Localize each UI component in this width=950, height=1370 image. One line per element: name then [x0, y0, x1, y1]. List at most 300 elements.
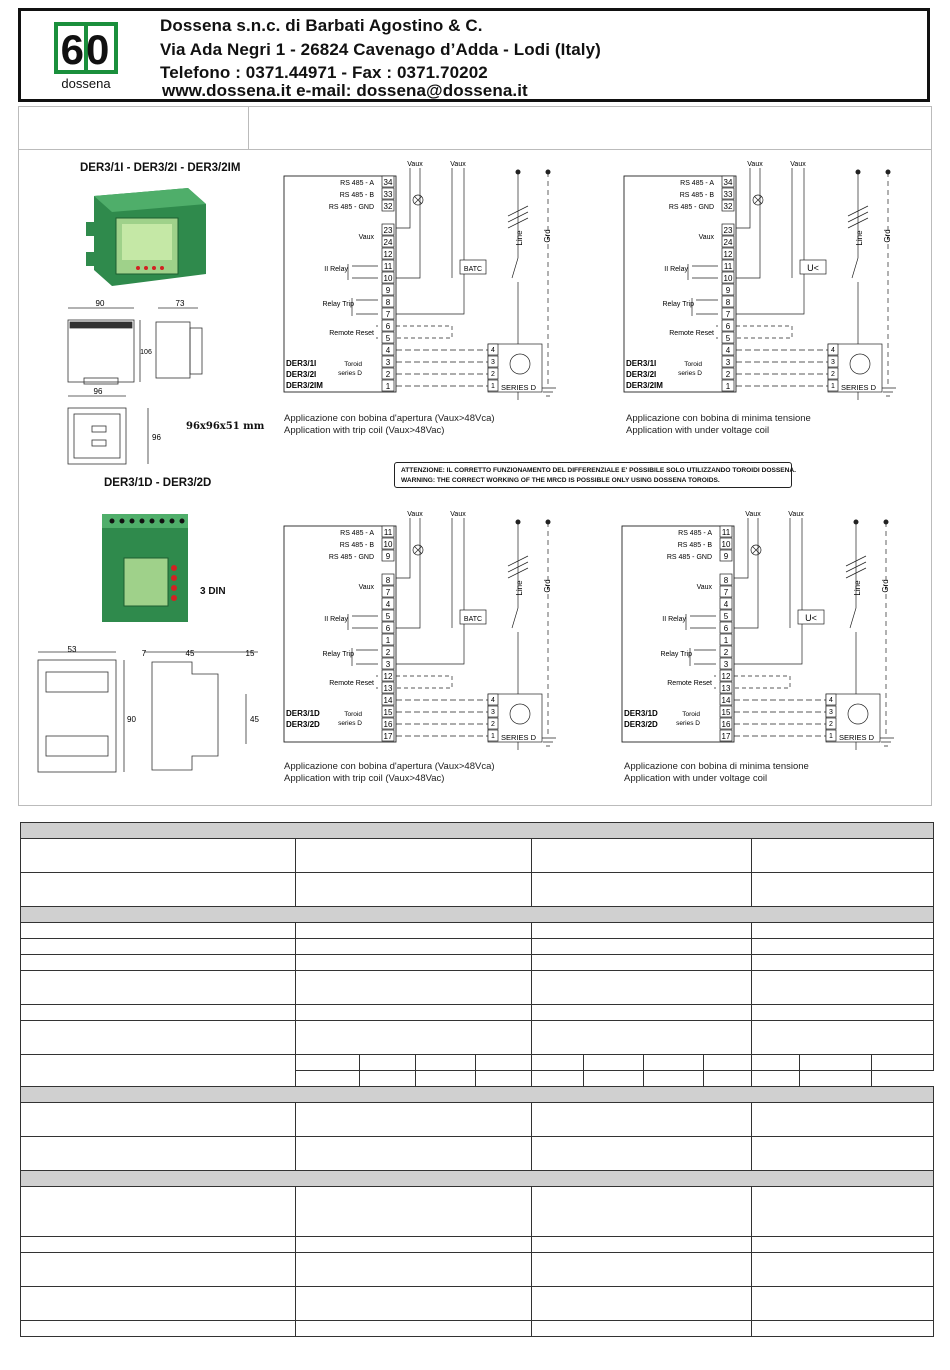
model-label: DER3/1D — [286, 709, 320, 718]
toroid-series-label: series D — [338, 720, 362, 727]
spec-cell — [704, 1055, 752, 1071]
terminal-number: 11 — [383, 262, 393, 271]
terminal-number: 1 — [385, 382, 391, 391]
reset-contact — [376, 326, 378, 338]
dim-a-side: 106 — [140, 349, 152, 356]
dim-b-width: 53 — [67, 645, 77, 654]
wiring-diagram-1 — [282, 158, 582, 408]
vaux-label-1: Vaux — [407, 511, 423, 518]
logo-text: dossena — [61, 76, 111, 91]
series-d-label: SERIES D — [501, 733, 537, 742]
spec-cell — [752, 1137, 934, 1171]
toroid-pin: 2 — [829, 721, 833, 728]
spec-row — [21, 939, 934, 955]
dim-b-depth-top: 45 — [185, 649, 195, 658]
relay-trip-label: Relay Trip — [660, 651, 692, 658]
dim-a-top-left: 90 — [95, 300, 105, 308]
spec-row — [21, 1055, 934, 1071]
model-label: DER3/2IM — [626, 381, 663, 390]
terminal-number: 4 — [725, 346, 731, 355]
relay-ii-label: II Relay — [662, 616, 686, 623]
terminal-number: 2 — [725, 370, 731, 379]
spec-cell — [532, 1187, 752, 1237]
toroid-pin: 1 — [829, 733, 833, 740]
terminal-number: 2 — [723, 648, 729, 657]
terminal-number: 7 — [385, 310, 391, 319]
toroid-pin: 4 — [491, 697, 495, 704]
spec-section-cell — [21, 1087, 934, 1103]
toroid-pin: 3 — [491, 359, 495, 366]
reset-wires — [396, 676, 452, 688]
spec-cell — [752, 1187, 934, 1237]
spec-cell — [21, 1137, 296, 1171]
series-d-label: SERIES D — [501, 383, 537, 392]
spec-row — [21, 1237, 934, 1253]
line-terminal-dot — [856, 170, 861, 175]
wiring-diagram-4 — [620, 508, 920, 758]
vaux-wires — [736, 168, 804, 314]
terminal-number: 33 — [383, 190, 393, 199]
warning-en: WARNING: THE CORRECT WORKING OF THE MRCD IS POSSIBLE ONLY USING DOSSENA TOROIDS. — [401, 476, 720, 484]
line-terminal-dot — [516, 520, 521, 525]
spec-cell — [532, 1237, 752, 1253]
model-label: DER3/1I — [286, 359, 317, 368]
spec-cell — [296, 1287, 532, 1321]
spec-cell — [752, 1321, 934, 1337]
terminal-number: 11 — [723, 262, 733, 271]
lamp-cross — [753, 547, 760, 554]
spec-cell — [752, 1237, 934, 1253]
terminal-number: 8 — [385, 576, 391, 585]
spec-cell — [752, 1253, 934, 1287]
terminal-number: 17 — [383, 732, 393, 741]
vaux-wires — [396, 168, 464, 314]
terminal-number: 17 — [721, 732, 731, 741]
model-label: DER3/2D — [286, 720, 320, 729]
lamp-cross — [415, 547, 422, 554]
panel-device-photo — [86, 182, 212, 294]
ground-symbol — [540, 388, 556, 396]
rs485-gnd-label: RS 485 - GND — [666, 554, 712, 561]
title-bar — [18, 106, 932, 150]
terminal-number: 32 — [723, 202, 733, 211]
relay-trip-label: Relay Trip — [322, 651, 354, 658]
line-terminal-dot — [854, 520, 859, 525]
relay-ii-contact — [348, 614, 378, 630]
toroid-pin: 1 — [491, 383, 495, 390]
terminal-number: 34 — [723, 178, 733, 187]
caption-3-en: Application with trip coil (Vaux>48Vac) — [284, 773, 445, 784]
spec-section-row — [21, 1171, 934, 1187]
lamp-cross — [755, 197, 762, 204]
toroid-pin: 4 — [491, 347, 495, 354]
spec-cell — [752, 1287, 934, 1321]
model-label: DER3/2D — [624, 720, 658, 729]
spec-cell — [296, 1021, 532, 1055]
relay-trip-label: Relay Trip — [322, 301, 354, 308]
spec-row — [21, 873, 934, 907]
terminal-number: 33 — [723, 190, 733, 199]
spec-cell — [296, 839, 532, 873]
spec-cell — [532, 971, 752, 1005]
vaux-label-2: Vaux — [788, 511, 804, 518]
din-label: 3 DIN — [200, 586, 226, 597]
terminal-number: 34 — [383, 178, 393, 187]
spec-cell — [296, 873, 532, 907]
relay-ii-contact — [348, 264, 378, 280]
spec-cell — [296, 955, 532, 971]
toroid-pin: 2 — [831, 371, 835, 378]
terminal-number: 24 — [723, 238, 733, 247]
ground-symbol — [540, 738, 556, 746]
company-phone: Telefono : 0371.44971 - Fax : 0371.70202 — [160, 63, 488, 82]
terminal-number: 24 — [383, 238, 393, 247]
wiring-lines — [736, 168, 896, 400]
terminal-number: 6 — [385, 322, 391, 331]
line-label: Line — [853, 580, 862, 596]
rs485-b-label: RS 485 - B — [679, 192, 714, 199]
reset-wires — [734, 676, 790, 688]
spec-row — [21, 1321, 934, 1337]
spec-cell — [532, 1321, 752, 1337]
terminal-number: 7 — [723, 588, 729, 597]
toroid-series-label: series D — [676, 720, 700, 727]
spec-cell — [532, 955, 752, 971]
terminal-number: 4 — [385, 600, 391, 609]
relay-ii-label: II Relay — [664, 266, 688, 273]
terminal-number: 5 — [723, 612, 729, 621]
spec-section-row — [21, 1087, 934, 1103]
spec-section-cell — [21, 823, 934, 839]
spec-cell — [532, 1103, 752, 1137]
spec-cell — [752, 1103, 934, 1137]
caption-2-en: Application with under voltage coil — [626, 425, 770, 436]
relay-ii-contact — [686, 614, 716, 630]
terminal-number: 14 — [383, 696, 393, 705]
relay-trip-contact — [692, 298, 718, 316]
relay-ii-label: II Relay — [324, 616, 348, 623]
rs485-a-label: RS 485 - A — [678, 530, 712, 537]
uv-coil-label: U< — [807, 263, 819, 273]
spec-cell — [532, 873, 752, 907]
rs485-a-label: RS 485 - A — [340, 530, 374, 537]
spec-cell — [360, 1071, 416, 1087]
terminal-number: 9 — [385, 552, 391, 561]
vaux-row-label: Vaux — [358, 584, 374, 591]
terminal-number: 13 — [721, 684, 731, 693]
lamp-cross — [415, 197, 422, 204]
spec-row — [21, 1021, 934, 1055]
spec-row — [21, 1187, 934, 1237]
spec-section-cell — [21, 1171, 934, 1187]
terminal-number: 8 — [725, 298, 731, 307]
vaux-label-2: Vaux — [790, 161, 806, 168]
terminal-number: 14 — [721, 696, 731, 705]
relay-trip-label: Relay Trip — [662, 301, 694, 308]
caption-4-en: Application with under voltage coil — [624, 773, 768, 784]
spec-cell — [21, 1287, 296, 1321]
spec-cell — [752, 955, 934, 971]
rs485-gnd-label: RS 485 - GND — [328, 554, 374, 561]
relay-ii-label: II Relay — [324, 266, 348, 273]
toroid-label: Toroid — [344, 361, 362, 368]
spec-cell — [532, 1137, 752, 1171]
toroid-wires — [736, 350, 828, 386]
terminal-number: 2 — [385, 370, 391, 379]
model-label: DER3/2I — [286, 370, 317, 379]
toroid-warning — [394, 462, 797, 488]
rs485-b-label: RS 485 - B — [339, 542, 374, 549]
terminal-number: 3 — [725, 358, 731, 367]
spec-cell — [532, 1253, 752, 1287]
terminal-number: 9 — [725, 286, 731, 295]
terminal-number: 3 — [385, 358, 391, 367]
spec-cell — [296, 1103, 532, 1137]
terminal-number: 9 — [723, 552, 729, 561]
terminal-number: 6 — [385, 624, 391, 633]
terminal-number: 1 — [725, 382, 731, 391]
toroid-label: Toroid — [344, 711, 362, 718]
rs485-a-label: RS 485 - A — [680, 180, 714, 187]
spec-cell — [296, 1005, 532, 1021]
spec-cell — [296, 1055, 360, 1071]
vaux-label-1: Vaux — [745, 511, 761, 518]
toroid-pin: 2 — [491, 371, 495, 378]
terminal-number: 8 — [385, 298, 391, 307]
dim-a-width: 96 — [93, 387, 103, 396]
spec-cell — [21, 923, 296, 939]
toroid-label: Toroid — [684, 361, 702, 368]
terminal-number: 13 — [383, 684, 393, 693]
spec-cell — [21, 1237, 296, 1253]
vaux-label-1: Vaux — [407, 161, 423, 168]
terminal-number: 15 — [721, 708, 731, 717]
spec-cell — [532, 1005, 752, 1021]
toroid-pin: 4 — [829, 697, 833, 704]
wiring-lines — [396, 518, 556, 750]
spec-cell — [21, 955, 296, 971]
toroid-wires — [396, 700, 488, 736]
toroid-wires — [396, 350, 488, 386]
dim-a-top-right: 73 — [175, 300, 185, 308]
ground-terminal-dot — [886, 170, 891, 175]
reset-wires — [736, 326, 792, 338]
remote-reset-label: Remote Reset — [669, 330, 714, 337]
spec-cell — [21, 971, 296, 1005]
caption-2-it: Applicazione con bobina di minima tensione — [626, 413, 811, 424]
dim-b-depth: 45 — [250, 715, 259, 724]
vaux-row-label: Vaux — [358, 234, 374, 241]
spec-row — [21, 839, 934, 873]
terminal-number: 12 — [383, 250, 393, 259]
rs485-b-label: RS 485 - B — [339, 192, 374, 199]
spec-cell — [752, 939, 934, 955]
toroid-pin: 3 — [491, 709, 495, 716]
spec-cell — [416, 1071, 476, 1087]
spec-cell — [21, 1055, 296, 1087]
line-label: Line — [515, 580, 524, 596]
terminal-number: 11 — [383, 528, 393, 537]
vaux-wires — [396, 518, 464, 664]
company-name: Dossena s.n.c. di Barbati Agostino & C. — [160, 16, 483, 35]
terminal-number: 12 — [721, 672, 731, 681]
terminal-number: 1 — [385, 636, 391, 645]
panel-size-label: 96x96x51 mm — [186, 421, 265, 432]
relay-trip-contact — [690, 648, 716, 666]
terminal-number: 3 — [723, 660, 729, 669]
spec-cell — [644, 1055, 704, 1071]
grd-label: Grd — [543, 229, 552, 243]
toroid-pin: 1 — [831, 383, 835, 390]
ground-terminal-dot — [546, 520, 551, 525]
grd-label: Grd — [881, 579, 890, 593]
terminal-number: 11 — [721, 528, 731, 537]
terminal-number: 10 — [383, 274, 393, 283]
uv-coil-label: U< — [805, 613, 817, 623]
spec-row — [21, 1103, 934, 1137]
toroid-pin: 1 — [491, 733, 495, 740]
terminal-number: 5 — [385, 612, 391, 621]
spec-section-row — [21, 907, 934, 923]
spec-cell — [532, 1287, 752, 1321]
spec-row — [21, 1005, 934, 1021]
panel-dimension-drawings — [60, 300, 220, 470]
rs485-a-label: RS 485 - A — [340, 180, 374, 187]
reset-contact — [376, 676, 378, 688]
toroid-series-label: series D — [338, 370, 362, 377]
spec-cell — [416, 1055, 476, 1071]
spec-cell — [296, 939, 532, 955]
vaux-row-label: Vaux — [698, 234, 714, 241]
batc-coil-label: BATC — [463, 266, 483, 273]
model-label: DER3/1I — [626, 359, 657, 368]
spec-cell — [752, 1021, 934, 1055]
toroid-label: Toroid — [682, 711, 700, 718]
dim-b-height: 90 — [127, 715, 136, 724]
spec-section-cell — [21, 907, 934, 923]
vaux-row-label: Vaux — [696, 584, 712, 591]
rs485-gnd-label: RS 485 - GND — [328, 204, 374, 211]
terminal-number: 5 — [725, 334, 731, 343]
spec-cell — [296, 1137, 532, 1171]
vaux-wires — [734, 518, 802, 664]
spec-cell — [752, 971, 934, 1005]
company-address: Via Ada Negri 1 - 26824 Cavenago d’Adda - Lodi (Italy) — [160, 40, 601, 59]
relay-trip-contact — [352, 648, 378, 666]
spec-cell — [21, 839, 296, 873]
din-device-photo — [98, 514, 194, 632]
wiring-diagram-3 — [282, 508, 582, 758]
spec-row — [21, 1287, 934, 1321]
wiring-lines — [396, 168, 556, 400]
terminal-number: 10 — [383, 540, 393, 549]
spec-row — [21, 923, 934, 939]
spec-cell — [296, 971, 532, 1005]
spec-cell — [584, 1055, 644, 1071]
spec-cell — [752, 839, 934, 873]
spec-cell — [21, 1005, 296, 1021]
terminal-number: 4 — [385, 346, 391, 355]
spec-cell — [752, 1005, 934, 1021]
spec-cell — [296, 1187, 532, 1237]
spec-cell — [21, 873, 296, 907]
model-label: DER3/2I — [626, 370, 657, 379]
caption-4-it: Applicazione con bobina di minima tensione — [624, 761, 809, 772]
warning-it: ATTENZIONE: IL CORRETTO FUNZIONAMENTO DEL DIFFERENZIALE E' POSSIBILE SOLO UTILIZZANDO TOROIDI DOSSENA. — [401, 467, 797, 474]
spec-cell — [532, 923, 752, 939]
spec-cell — [296, 1071, 360, 1087]
spec-cell — [800, 1071, 872, 1087]
remote-reset-label: Remote Reset — [329, 330, 374, 337]
spec-cell — [532, 1071, 584, 1087]
relay-trip-contact — [352, 298, 378, 316]
caption-3-it: Applicazione con bobina d'apertura (Vaux>48Vca) — [284, 761, 495, 772]
terminal-number: 6 — [723, 624, 729, 633]
terminal-number: 7 — [725, 310, 731, 319]
caption-1-en: Application with trip coil (Vaux>48Vac) — [284, 425, 445, 436]
ground-symbol — [878, 738, 894, 746]
spec-cell — [21, 1321, 296, 1337]
spec-cell — [21, 939, 296, 955]
spec-cell — [296, 1321, 532, 1337]
terminal-number: 3 — [385, 660, 391, 669]
terminal-number: 15 — [383, 708, 393, 717]
spec-cell — [360, 1055, 416, 1071]
terminal-number: 4 — [723, 600, 729, 609]
spec-row — [21, 971, 934, 1005]
line-label: Line — [855, 230, 864, 246]
spec-cell — [704, 1071, 752, 1087]
dim-b-top-small: 7 — [141, 649, 147, 658]
spec-cell — [296, 1237, 532, 1253]
spec-cell — [476, 1071, 532, 1087]
rs485-gnd-label: RS 485 - GND — [668, 204, 714, 211]
spec-cell — [532, 939, 752, 955]
terminal-number: 8 — [723, 576, 729, 585]
wiring-diagram-2 — [622, 158, 922, 408]
relay-ii-contact — [688, 264, 718, 280]
terminal-number: 12 — [383, 672, 393, 681]
spec-cell — [584, 1071, 644, 1087]
logo-digits: 60 — [60, 26, 112, 73]
company-web: www.dossena.it e-mail: dossena@dossena.it — [162, 81, 528, 100]
spec-cell — [532, 1055, 584, 1071]
series-d-label: SERIES D — [839, 733, 875, 742]
vaux-label-2: Vaux — [450, 511, 466, 518]
spec-cell — [532, 1021, 752, 1055]
terminal-number: 1 — [723, 636, 729, 645]
spec-cell — [21, 1103, 296, 1137]
spec-cell — [532, 839, 752, 873]
spec-cell — [296, 1253, 532, 1287]
caption-1-it: Applicazione con bobina d'apertura (Vaux>48Vca) — [284, 413, 495, 424]
series-d-label: SERIES D — [841, 383, 877, 392]
model-label: DER3/2IM — [286, 381, 323, 390]
terminal-number: 32 — [383, 202, 393, 211]
reset-contact — [716, 326, 718, 338]
terminal-number: 10 — [723, 274, 733, 283]
ground-terminal-dot — [884, 520, 889, 525]
din-dimension-drawings — [32, 644, 262, 784]
terminal-number: 23 — [383, 226, 393, 235]
spec-cell — [800, 1055, 872, 1071]
toroid-series-label: series D — [678, 370, 702, 377]
terminal-number: 5 — [385, 334, 391, 343]
terminal-number: 23 — [723, 226, 733, 235]
ground-terminal-dot — [546, 170, 551, 175]
spec-cell — [296, 923, 532, 939]
rs485-b-label: RS 485 - B — [677, 542, 712, 549]
